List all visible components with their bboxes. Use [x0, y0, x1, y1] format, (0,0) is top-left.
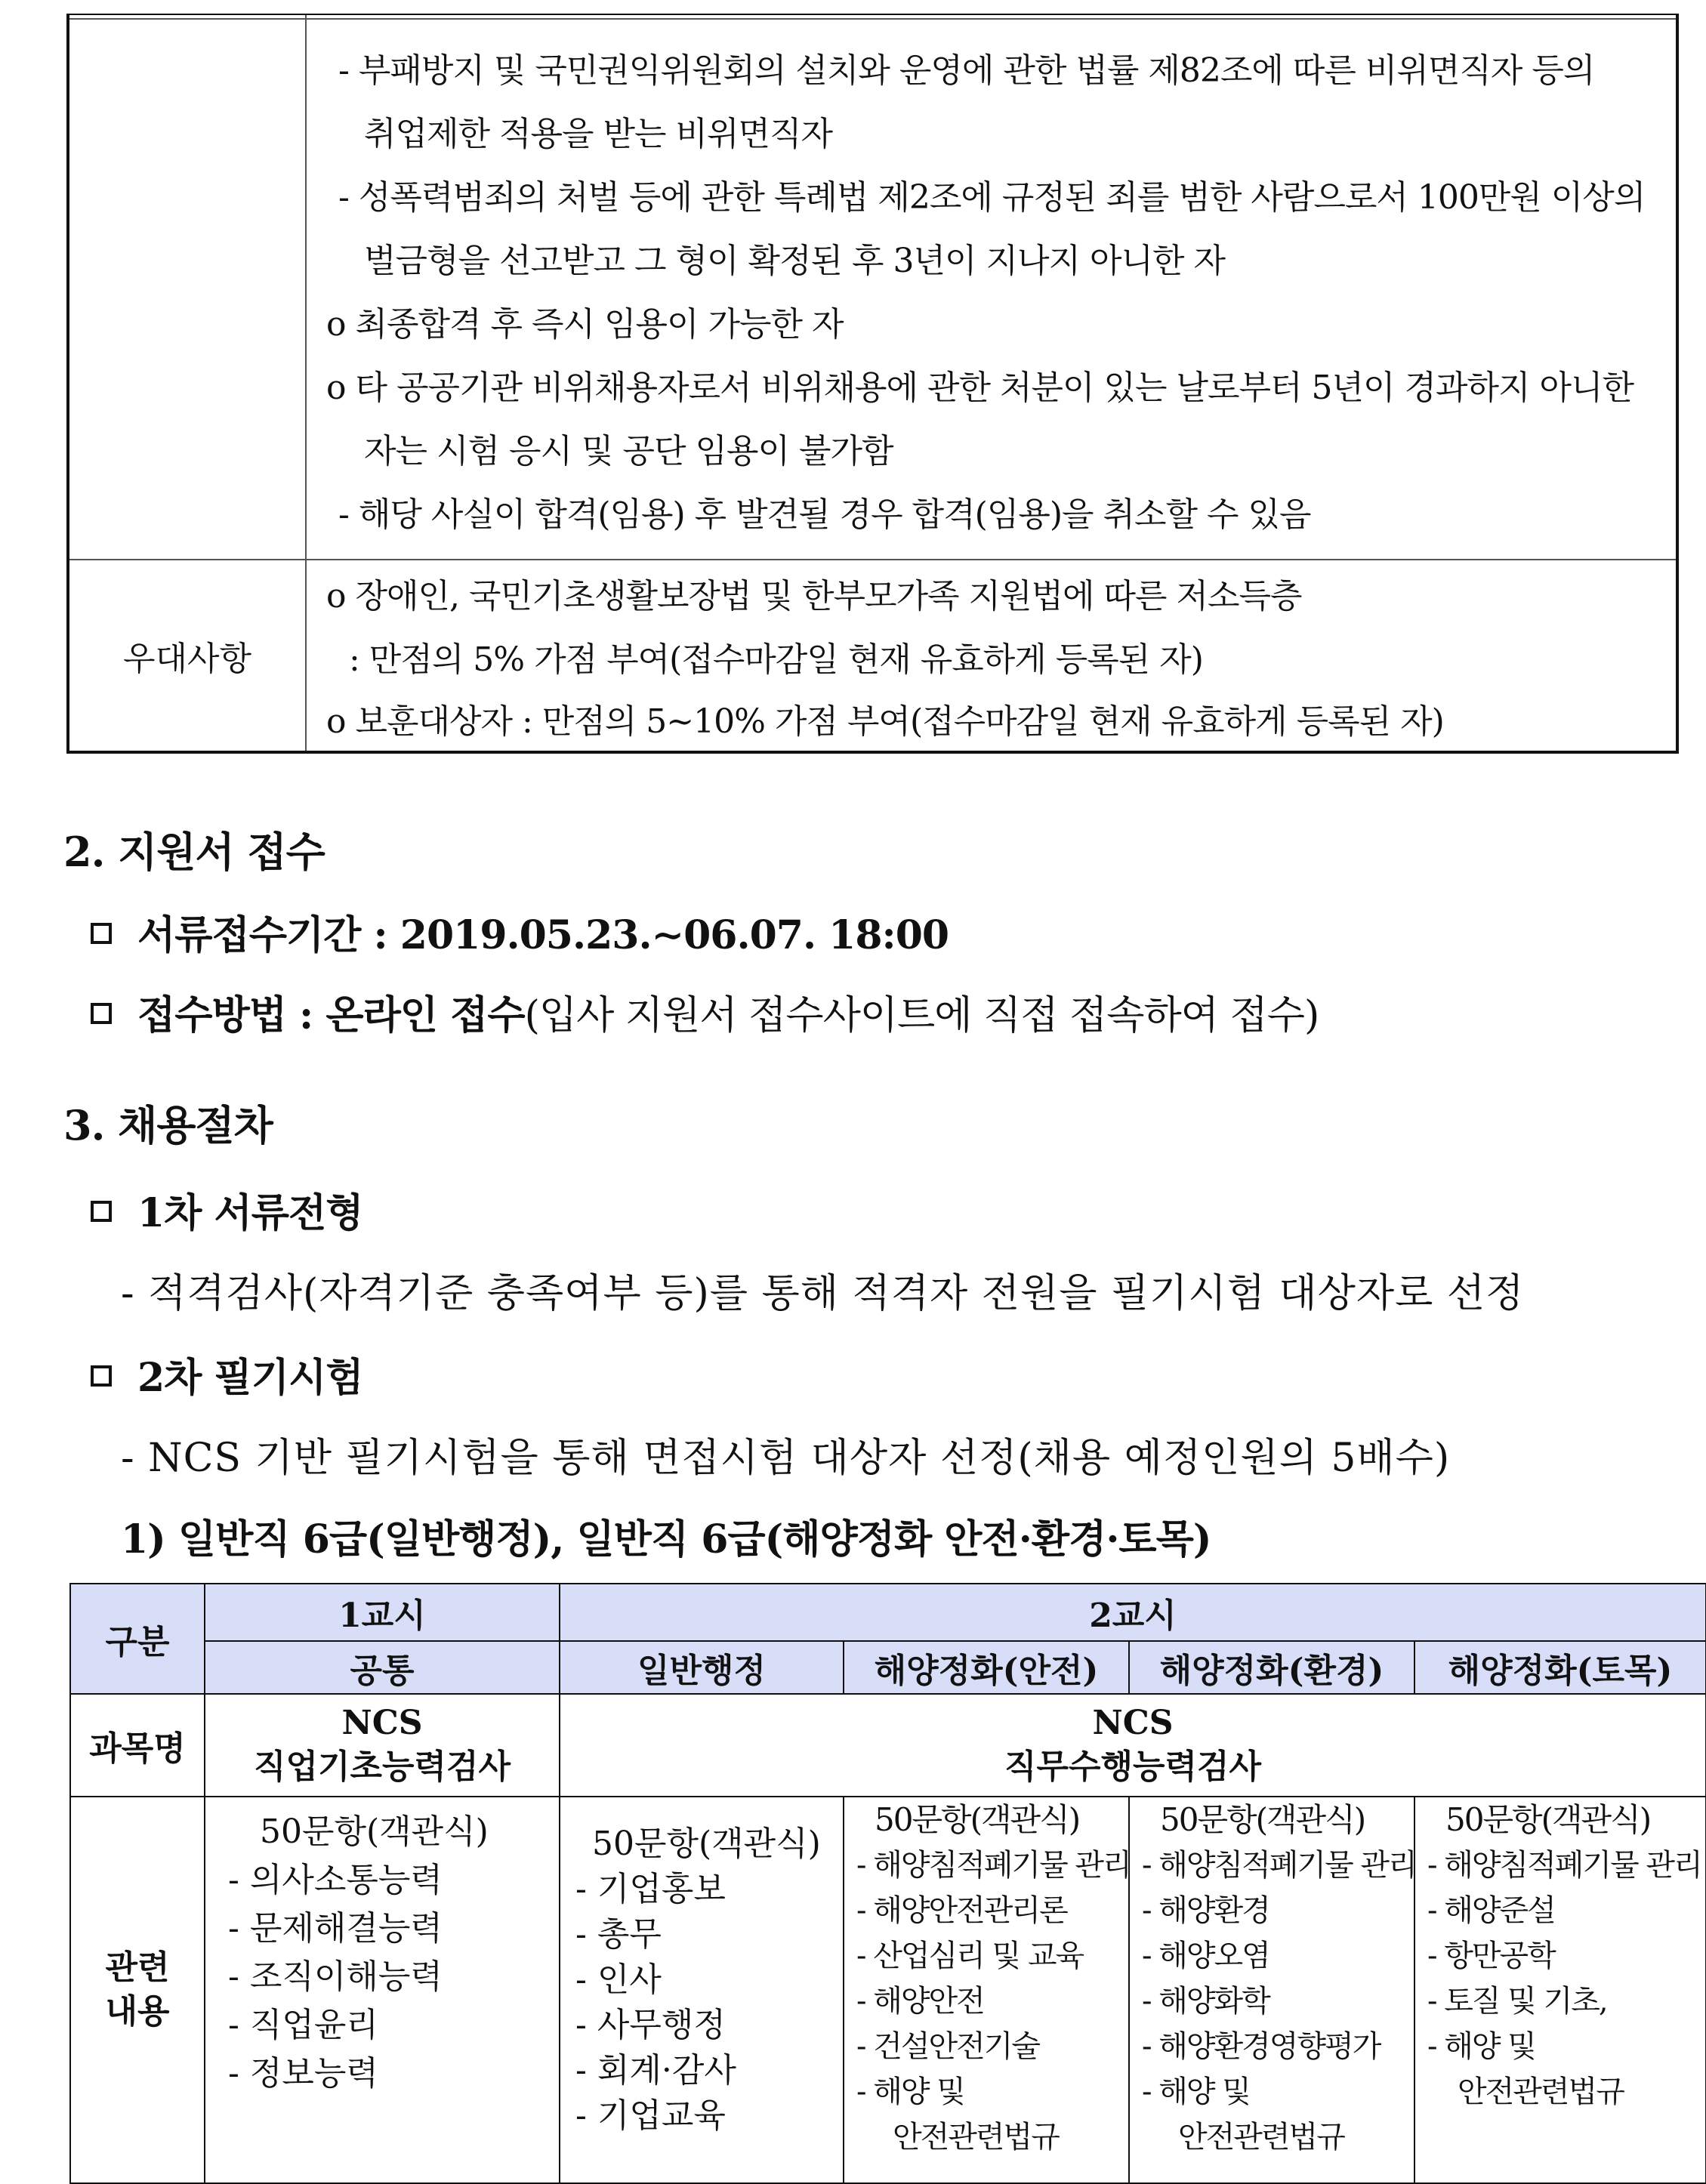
period1-header: 1교시 [205, 1584, 560, 1641]
period2-header: 2교시 [560, 1584, 1706, 1641]
list-item: - 의사소통능력 [228, 1861, 443, 1899]
content-label-line2: 내용 [105, 1992, 170, 2031]
list-item: - 해양환경 [1142, 1893, 1269, 1928]
list-item: - 건설안전기술 [856, 2029, 1040, 2064]
list-item: - 직업윤리 [228, 2006, 378, 2044]
list-item: - 해양 및 [1142, 2074, 1250, 2109]
list-item: 50문항(객관식) [875, 1801, 1080, 1838]
eligibility-line: - 성폭력범죄의 처벌 등에 관한 특례법 제2조에 규정된 죄를 범한 사람으로서 100만원 이상의 [338, 178, 1646, 217]
marine-civil-header: 해양정화(토목) [1414, 1641, 1706, 1694]
list-item: 50문항(객관식) [1160, 1801, 1365, 1838]
list-item: - 총무 [575, 1915, 662, 1954]
list-item: - 사무행정 [575, 2006, 726, 2044]
checkbox-square-icon [91, 923, 112, 944]
category-header: 구분 [70, 1584, 205, 1694]
marine-safety-header: 해양정화(안전) [844, 1641, 1129, 1694]
eligibility-line: 벌금형을 선고받고 그 형이 확정된 후 3년이 지나지 아니한 자 [364, 242, 1225, 280]
list-item: - 해양준설 [1427, 1893, 1555, 1928]
content-label-line1: 관련 [105, 1948, 170, 1987]
subject-period2-line2: 직무수행능력검사 [1004, 1748, 1262, 1786]
marine-env-header: 해양정화(환경) [1129, 1641, 1414, 1694]
list-item: - 항만공학 [1427, 1939, 1555, 1973]
eligibility-line: - 해당 사실이 합격(임용) 후 발견될 경우 합격(임용)을 취소할 수 있음 [338, 495, 1311, 534]
application-period-text: 서류접수기간 : 2019.05.23.∼06.07. 18:00 [137, 912, 949, 958]
eligibility-line: - 부패방지 및 국민권익위원회의 설치와 운영에 관한 법률 제82조에 따른 비위면직자 등의 [338, 51, 1595, 90]
list-item: - 해양침적폐기물 관리 [1427, 1848, 1701, 1883]
list-item: 안전관련법규 [1458, 2074, 1624, 2109]
list-item: - 해양안전 [856, 1984, 984, 2019]
list-item: - 해양침적폐기물 관리 [1142, 1848, 1416, 1883]
subject-period1-line1: NCS [341, 1704, 423, 1742]
list-item: - 인사 [575, 1960, 662, 1999]
step2-description: - NCS 기반 필기시험을 통해 면접시험 대상자 선정(채용 예정인원의 5배수) [121, 1436, 1451, 1481]
application-method-note: (입사 지원서 접수사이트에 직접 접속하여 접수) [524, 993, 1319, 1038]
table-column-divider [305, 15, 307, 751]
list-item: - 해양 및 [856, 2074, 964, 2109]
list-item: 안전관련법규 [1178, 2120, 1344, 2155]
step1-description: - 적격검사(자격기준 충족여부 등)를 통해 적격자 전원을 필기시험 대상자로 선정 [121, 1271, 1525, 1316]
table-row-divider [69, 559, 1676, 560]
list-item: - 토질 및 기초, [1427, 1984, 1607, 2019]
preferential-line: : 만점의 5% 가점 부여(접수마감일 현재 유효하게 등록된 자) [349, 640, 1203, 679]
list-item: - 산업심리 및 교육 [856, 1939, 1084, 1973]
list-item: 안전관련법규 [893, 2120, 1059, 2155]
list-item: - 해양오염 [1142, 1939, 1269, 1973]
preferential-line: o 장애인, 국민기초생활보장법 및 한부모가족 지원법에 따른 저소득층 [326, 577, 1302, 615]
step1-heading [91, 1181, 362, 1238]
list-item: - 해양 및 [1427, 2029, 1535, 2064]
subject-period1-line2: 직업기초능력검사 [253, 1748, 511, 1786]
subject-label: 과목명 [70, 1694, 205, 1797]
preferential-line: o 보훈대상자 : 만점의 5~10% 가점 부여(접수마감일 현재 유효하게 등록된 자) [326, 702, 1444, 741]
subject-period2-line1: NCS [1092, 1704, 1174, 1742]
list-item: - 해양화학 [1142, 1984, 1269, 2019]
preferential-label: 우대사항 [122, 640, 251, 678]
list-item: - 기업교육 [575, 2096, 726, 2135]
list-item: - 정보능력 [228, 2054, 378, 2093]
list-item: - 회계·감사 [575, 2051, 736, 2090]
list-item: - 해양환경영향평가 [1142, 2029, 1381, 2064]
step2-title: 2차 필기시험 [137, 1355, 363, 1401]
common-content [205, 1797, 560, 2183]
step2-heading [91, 1346, 362, 1402]
exam-table [69, 1583, 1706, 2184]
list-item: - 해양침적폐기물 관리 [856, 1848, 1131, 1883]
eligibility-table [66, 14, 1679, 754]
application-period [91, 903, 949, 960]
application-method-text: 접수방법 : 온라인 접수 [137, 992, 525, 1038]
checkbox-square-icon [91, 1365, 112, 1387]
general-admin-header: 일반행정 [560, 1641, 844, 1694]
admin-content [560, 1797, 844, 2183]
checkbox-square-icon [91, 1201, 112, 1222]
list-item: - 해양안전관리론 [856, 1893, 1067, 1928]
list-item: - 조직이해능력 [228, 1957, 443, 1996]
list-item: 50문항(객관식) [1445, 1801, 1651, 1838]
list-item: 50문항(객관식) [592, 1825, 821, 1863]
step1-title: 1차 서류전형 [137, 1190, 363, 1236]
content-label [70, 1797, 205, 2183]
safety-content [844, 1797, 1129, 2183]
env-content [1129, 1797, 1414, 2183]
table-double-rule [69, 18, 1676, 20]
eligibility-line: 취업제한 적용을 받는 비위면직자 [364, 115, 833, 153]
section3-title: 3. 채용절차 [63, 1101, 273, 1149]
eligibility-line: o 타 공공기관 비위채용자로서 비위채용에 관한 처분이 있는 날로부터 5년이 경과하지 아니한 [326, 369, 1634, 407]
list-item: 50문항(객관식) [260, 1812, 489, 1851]
checkbox-square-icon [91, 1003, 112, 1024]
subject-period1 [205, 1694, 560, 1797]
application-method [91, 983, 1319, 1040]
subject-period2 [560, 1694, 1706, 1797]
eligibility-line: 자는 시험 응시 및 공단 임용이 불가함 [364, 432, 893, 470]
section2-title: 2. 지원서 접수 [63, 828, 325, 876]
exam-subheading: 1) 일반직 6급(일반행정), 일반직 6급(해양정화 안전·환경·토목) [121, 1516, 1211, 1562]
eligibility-line: o 최종합격 후 즉시 임용이 가능한 자 [326, 305, 844, 344]
civil-content [1414, 1797, 1706, 2183]
list-item: - 기업홍보 [575, 1870, 726, 1908]
common-header: 공통 [205, 1641, 560, 1694]
list-item: - 문제해결능력 [228, 1909, 443, 1948]
